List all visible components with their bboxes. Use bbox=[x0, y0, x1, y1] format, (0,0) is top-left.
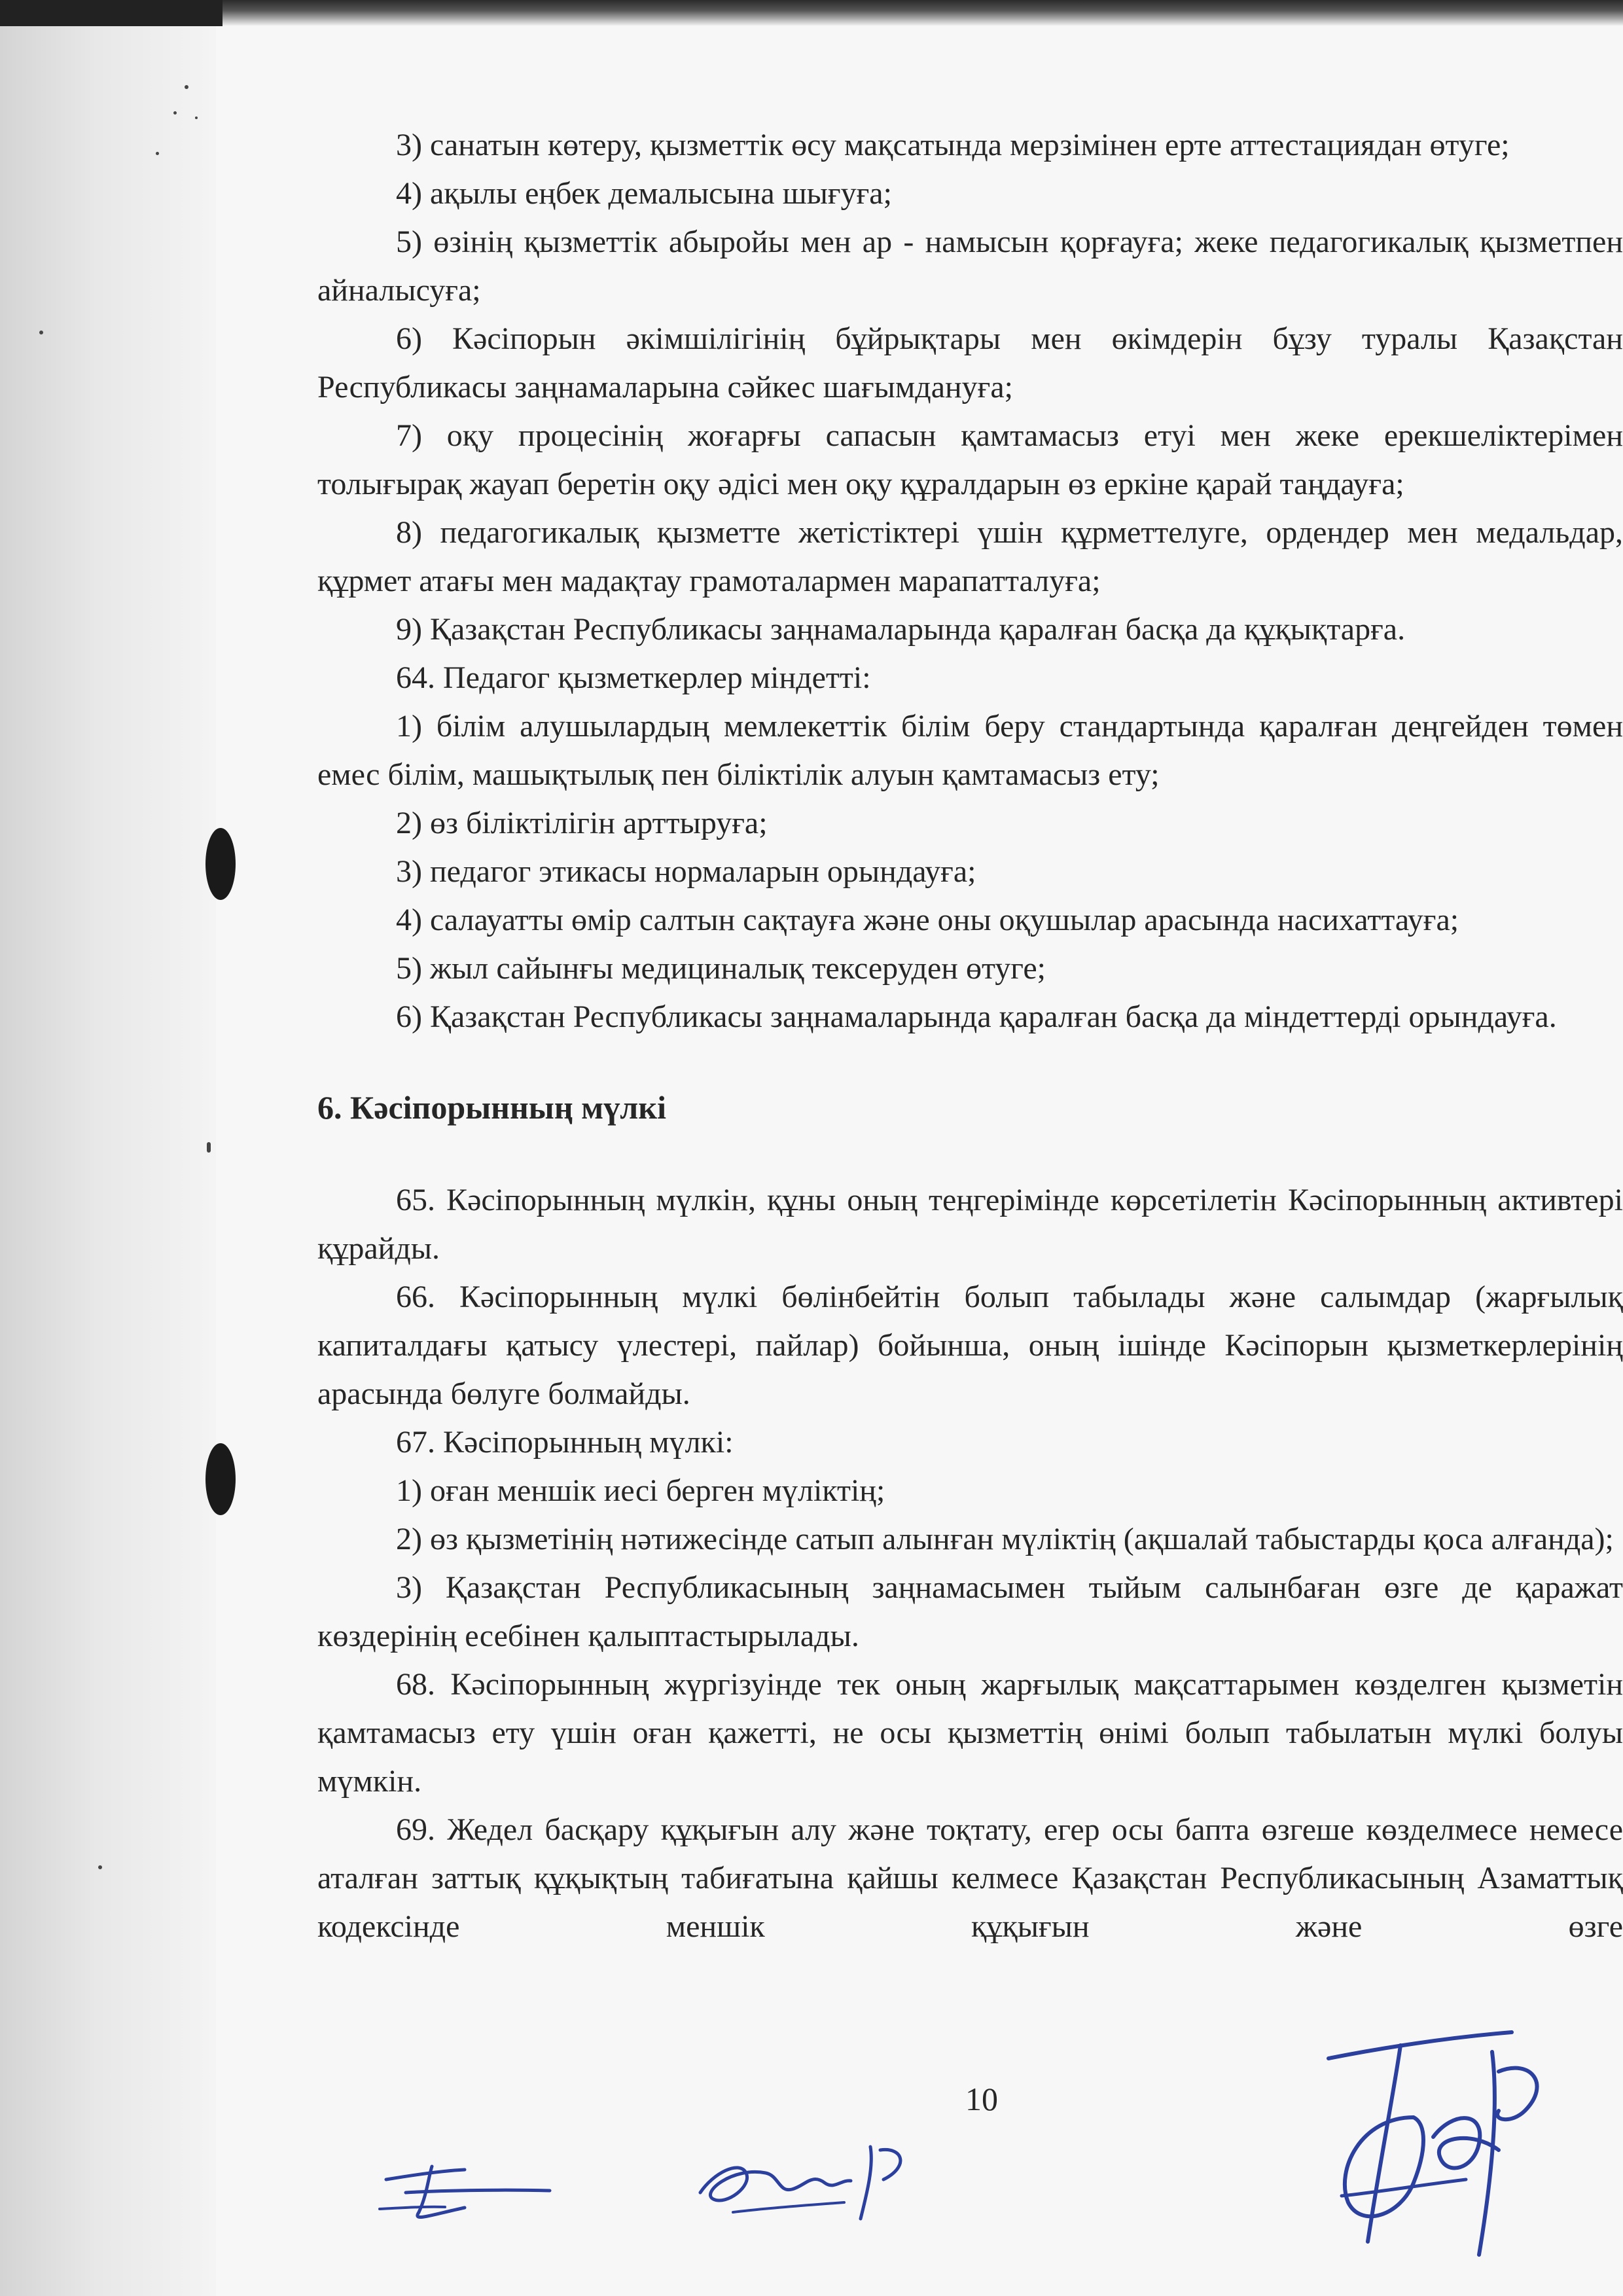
paragraph: 1) оған меншік иесі берген мүліктің; bbox=[396, 1473, 885, 1508]
paragraph: 5) жыл сайынғы медициналық тексеруден өтуге; bbox=[396, 951, 1046, 986]
paragraph: 67. Кәсіпорынның мүлкі: bbox=[396, 1425, 734, 1460]
paragraph: 7) оқу процесінің жоғарғы сапасын қамтамасыз етуі мен жеке ерекшеліктерімен толығырақ жауап беретін оқу әдісі мен оқу құралдарын өз еркіне қарай таңдауға; bbox=[317, 418, 1623, 501]
scan-speck bbox=[156, 152, 159, 155]
paragraph: 2) өз қызметінің нәтижесінде сатып алынған мүліктің (ақшалай табыстарды қоса алғанда); bbox=[396, 1522, 1614, 1556]
paragraph: 8) педагогикалық қызметте жетістіктері үшін құрметтелуге, ордендер мен медальдар, құрмет атағы мен мадақтау грамоталармен марапатталуға; bbox=[317, 515, 1623, 598]
scan-speck bbox=[185, 85, 188, 89]
signature-3-icon bbox=[1302, 2013, 1564, 2274]
paragraph: 5) өзінің қызметтік абыройы мен ар - намысын қорғауға; жеке педагогикалық қызметпен айналысуға; bbox=[317, 224, 1623, 308]
punch-hole-icon bbox=[205, 1443, 236, 1515]
scan-speck bbox=[39, 331, 43, 334]
scan-shadow-left bbox=[0, 0, 216, 2296]
paragraph: 68. Кәсіпорынның жүргізуінде тек оның жарғылық мақсаттарымен көзделген қызметін қамтамасыз ету үшін оған қажетті, не осы қызметтің өнімі болып табылатын мүлкі болуы мүмкін. bbox=[317, 1667, 1623, 1799]
page-number: 10 bbox=[965, 2081, 998, 2117]
section-heading: 6. Кәсіпорынның мүлкі bbox=[317, 1089, 666, 1126]
paragraph: 65. Кәсіпорынның мүлкін, құны оның теңгерімінде көрсетілетін Кәсіпорынның активтері құрайды. bbox=[317, 1183, 1623, 1266]
paragraph: 2) өз біліктілігін арттыруға; bbox=[396, 806, 768, 840]
signature-1-icon bbox=[366, 2130, 563, 2235]
paragraph: 69. Жедел басқару құқығын алу және тоқтату, егер осы бапта өзгеше көзделмесе немесе аталған заттық құқықтың табиғатына қайшы келмесе Қазақстан Республикасының Азаматтық кодексінде меншік құқығын және өзге bbox=[317, 1812, 1623, 1944]
paragraph: 9) Қазақстан Республикасы заңнамаларында қаралған басқа да құқықтарға. bbox=[396, 612, 1406, 647]
signature-2-icon bbox=[687, 2121, 923, 2238]
paragraph: 6) Кәсіпорын әкімшілігінің бұйрықтары мен өкімдерін бұзу туралы Қазақстан Республикасы заңнамаларына сәйкес шағымдануға; bbox=[317, 321, 1623, 404]
scan-corner-top-left bbox=[0, 0, 223, 26]
scan-speck bbox=[173, 111, 177, 115]
scan-speck bbox=[195, 117, 198, 119]
punch-hole-icon bbox=[205, 828, 236, 900]
scan-speck bbox=[98, 1865, 102, 1869]
paragraph: 6) Қазақстан Республикасы заңнамаларында қаралған басқа да міндеттерді орындауға. bbox=[396, 999, 1557, 1034]
document-body bbox=[317, 121, 1623, 1951]
paragraph: 4) салауатты өмір салтын сақтауға және оны оқушылар арасында насихаттауға; bbox=[396, 903, 1459, 937]
paragraph: 64. Педагог қызметкерлер міндетті: bbox=[396, 660, 871, 695]
scan-shadow-top bbox=[0, 0, 1623, 26]
scan-speck bbox=[207, 1142, 211, 1153]
paragraph: 4) ақылы еңбек демалысына шығуға; bbox=[396, 176, 892, 211]
paragraph: 1) білім алушылардың мемлекеттік білім беру стандартында қаралған деңгейден төмен емес білім, машықтылық пен біліктілік алуын қамтамасыз ету; bbox=[317, 709, 1623, 792]
paragraph: 66. Кәсіпорынның мүлкі бөлінбейтін болып табылады және салымдар (жарғылық капиталдағы қатысу үлестері, пайлар) бойынша, оның ішінде Кәсіпорын қызметкерлерінің арасында бөлуге болмайды. bbox=[317, 1280, 1623, 1411]
paragraph: 3) педагог этикасы нормаларын орындауға; bbox=[396, 854, 976, 889]
paragraph: 3) санатын көтеру, қызметтік өсу мақсатында мерзімінен ерте аттестациядан өтуге; bbox=[396, 128, 1510, 162]
paragraph: 3) Қазақстан Республикасының заңнамасымен тыйым салынбаған өзге де қаражат көздерінің есебінен қалыптастырылады. bbox=[317, 1570, 1623, 1653]
